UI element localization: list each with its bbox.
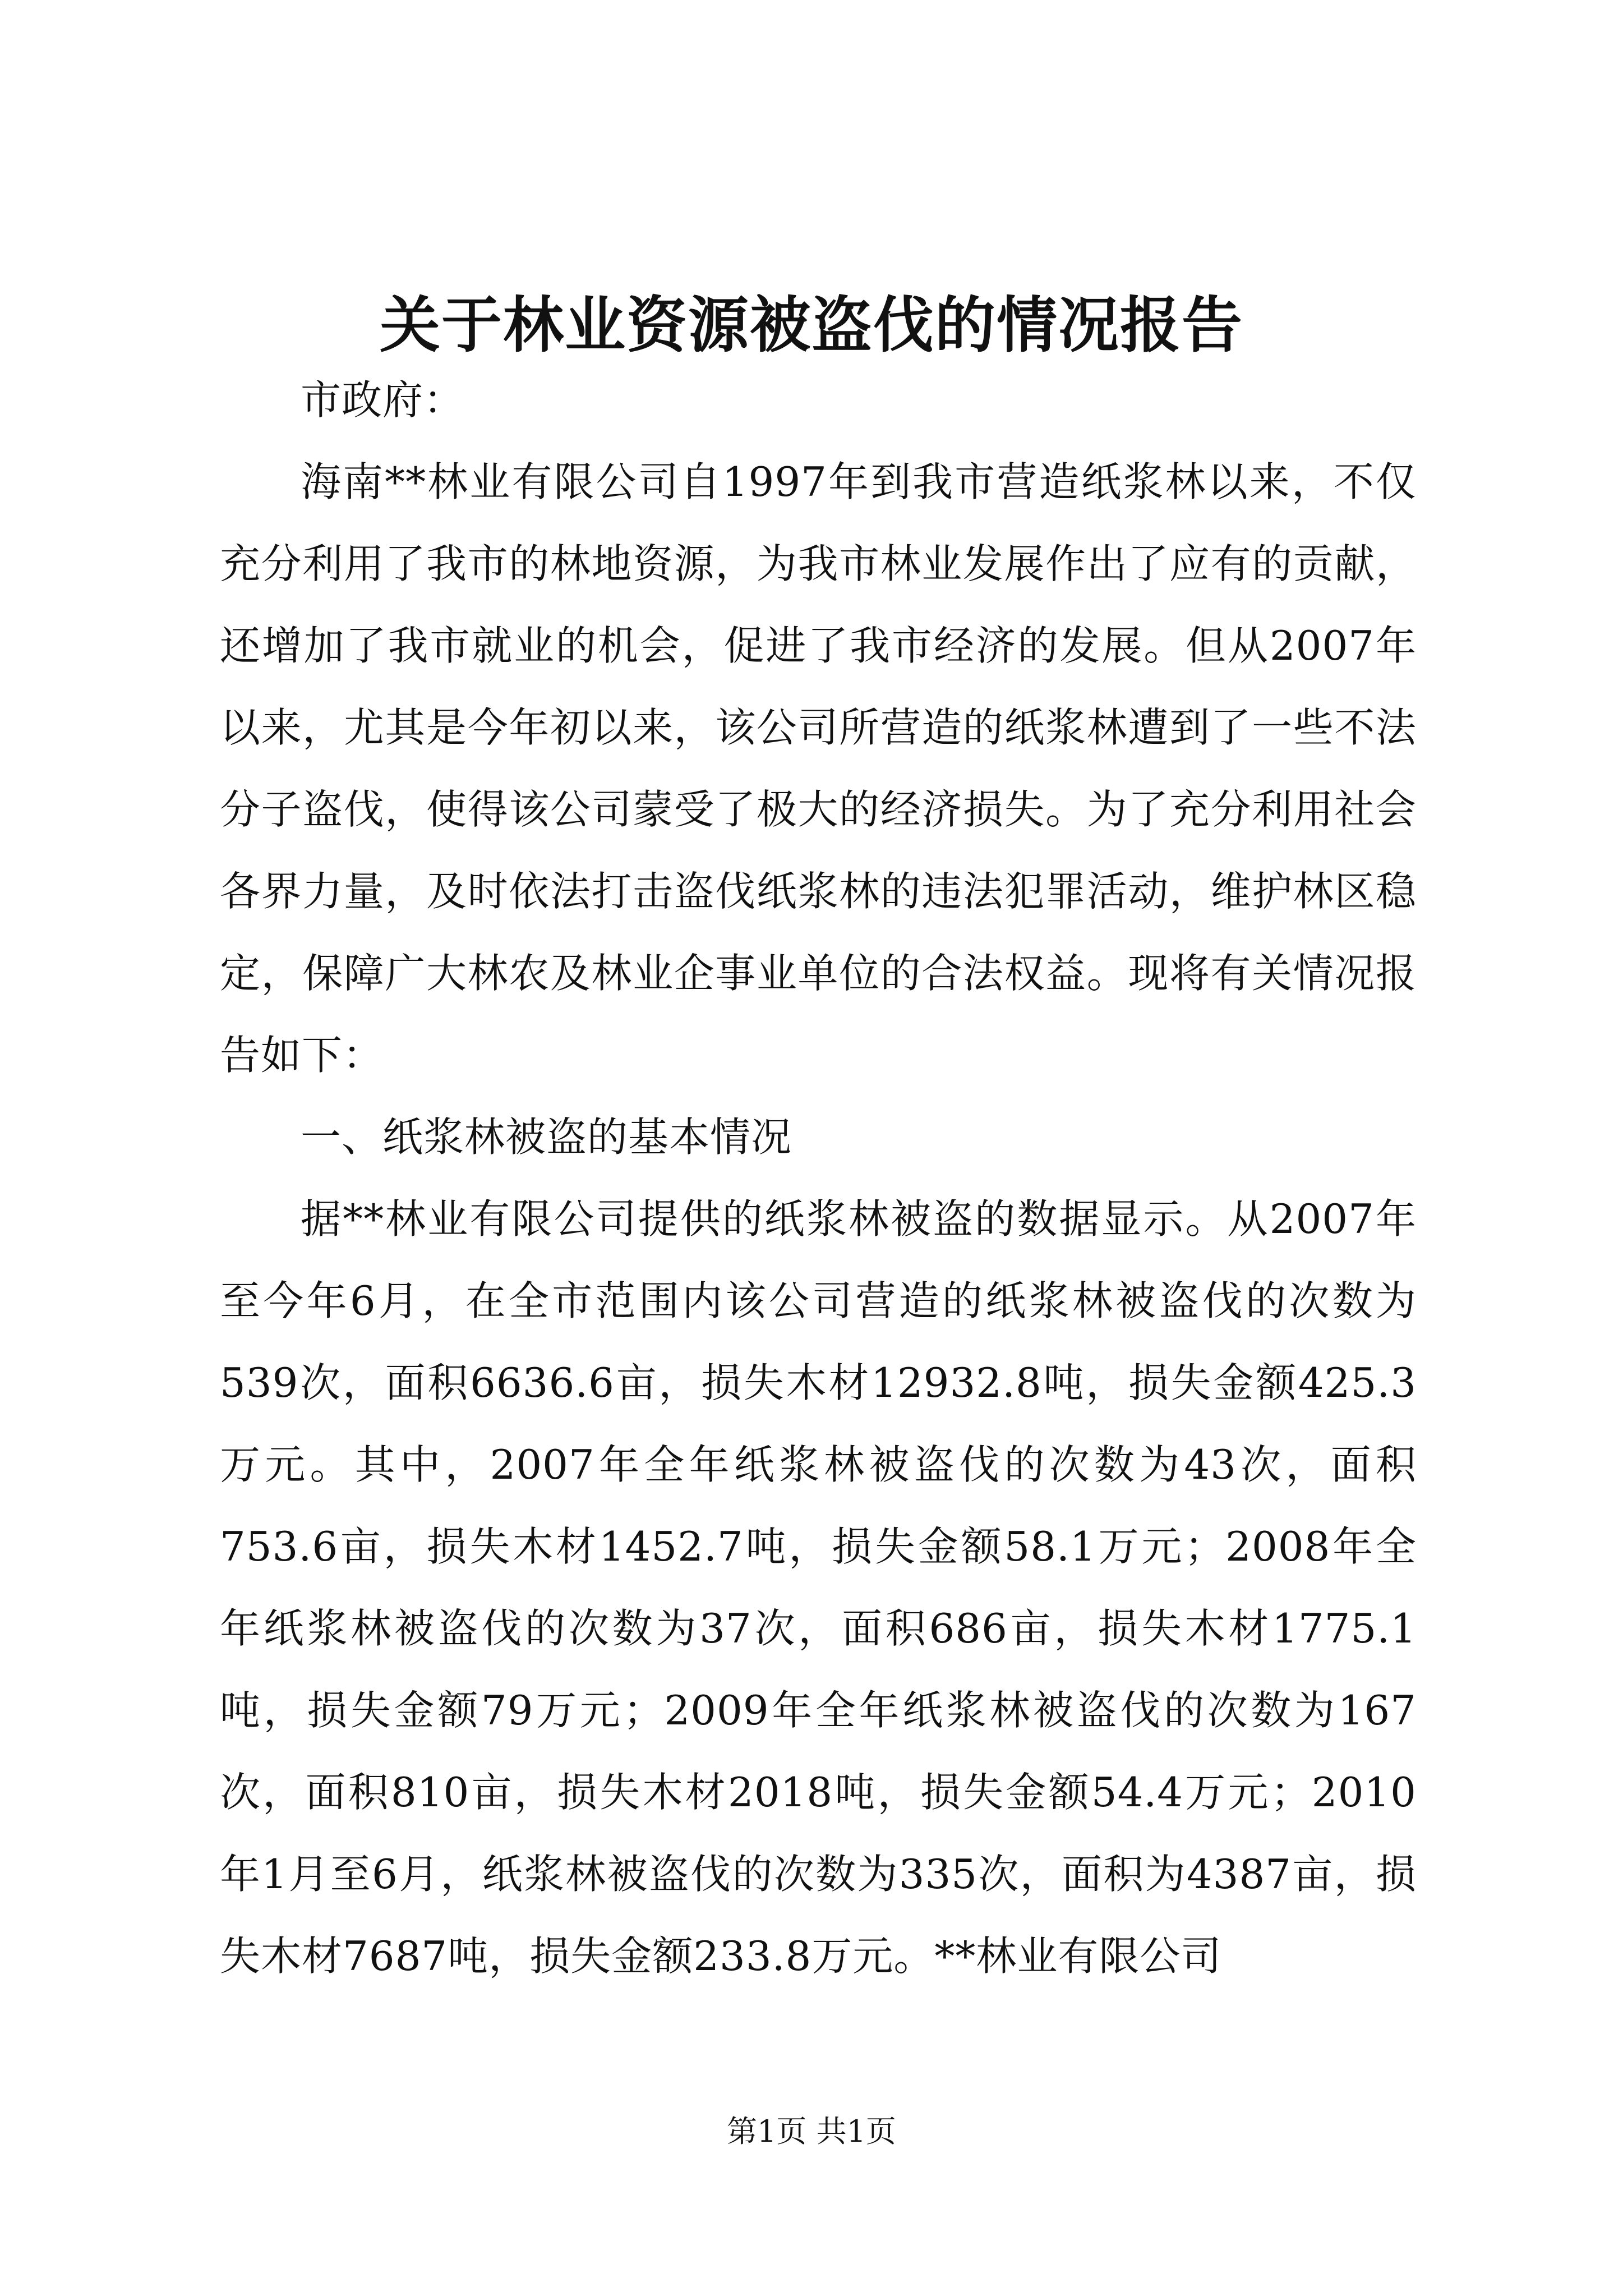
document-body (220, 359, 1417, 1997)
paragraph-intro: 海南**林业有限公司自1997年到我市营造纸浆林以来，不仅充分利用了我市的林地资源，为我市林业发展作出了应有的贡献，还增加了我市就业的机会，促进了我市经济的发展。但从2007年以来，尤其是今年初以来，该公司所营造的纸浆林遭到了一些不法分子盗伐，使得该公司蒙受了极大的经济损失。为了充分利用社会各界力量，及时依法打击盗伐纸浆林的违法犯罪活动，维护林区稳定，保障广大林农及林业企事业单位的合法权益。现将有关情况报告如下： (220, 458, 1417, 1079)
salutation: 市政府： (301, 376, 465, 424)
page-footer: 第1页 共1页 (727, 2114, 896, 2149)
paragraph-statistics: 据**林业有限公司提供的纸浆林被盗的数据显示。从2007年至今年6月，在全市范围内该公司营造的纸浆林被盗伐的次数为539次，面积6636.6亩，损失木材12932.8吨，损失金额425.3万元。其中，2007年全年纸浆林被盗伐的次数为43次，面积753.6亩，损失木材1452.7吨，损失金额58.1万元；2008年全年纸浆林被盗伐的次数为37次，面积686亩，损失木材1775.1吨，损失金额79万元；2009年全年纸浆林被盗伐的次数为167次，面积810亩，损失木材2018吨，损失金额54.4万元；2010年1月至6月，纸浆林被盗伐的次数为335次，面积为4387亩，损失木材7687吨，损失金额233.8万元。**林业有限公司 (220, 1195, 1417, 1980)
document-title: 关于林业资源被盗伐的情况报告 (379, 290, 1243, 361)
section-heading: 一、纸浆林被盗的基本情况 (301, 1114, 792, 1161)
